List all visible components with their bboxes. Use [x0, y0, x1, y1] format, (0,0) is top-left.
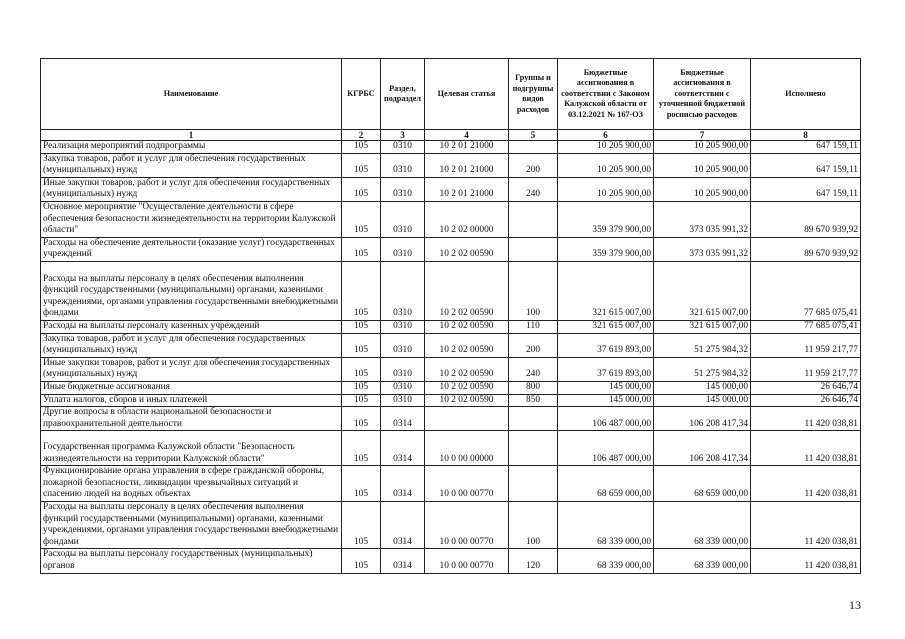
table-cell-target: 10 2 02 00590	[425, 357, 509, 381]
table-cell-section: 0310	[381, 261, 425, 320]
table-cell-kgrbs: 105	[342, 394, 381, 407]
table-cell-group: 240	[509, 357, 558, 381]
table-cell-kgrbs: 105	[342, 381, 381, 394]
table-cell-name: Иные бюджетные ассигнования	[41, 381, 342, 394]
table-cell-name: Реализация мероприятий подпрограммы	[41, 141, 342, 154]
table-cell-section: 0314	[381, 431, 425, 466]
header-section: Раздел, подраздел	[381, 59, 425, 130]
header-groups: Группы и подгруппы видов расходов	[509, 59, 558, 130]
table-cell-group: 200	[509, 333, 558, 357]
table-cell-executed: 11 420 038,81	[751, 502, 861, 549]
table-cell-section: 0314	[381, 549, 425, 573]
table-cell-section: 0310	[381, 357, 425, 381]
table-cell-target: 10 2 02 00590	[425, 237, 509, 261]
table-row	[41, 381, 861, 394]
table-cell-executed: 26 646,74	[751, 381, 861, 394]
table-cell-executed: 11 420 038,81	[751, 431, 861, 466]
table-cell-name: Иные закупки товаров, работ и услуг для обеспечения государственных (муниципальных) нужд	[41, 357, 342, 381]
table-cell-kgrbs: 105	[342, 261, 381, 320]
table-cell-budget-updated: 145 000,00	[654, 394, 751, 407]
table-cell-budget-updated: 68 339 000,00	[654, 549, 751, 573]
table-row	[41, 153, 861, 177]
table-row	[41, 502, 861, 549]
table-cell-executed: 11 959 217,77	[751, 333, 861, 357]
table-cell-section: 0310	[381, 177, 425, 201]
table-cell-target: 10 2 02 00590	[425, 261, 509, 320]
table-cell-name: Расходы на выплаты персоналу государственных (муниципальных) органов	[41, 549, 342, 573]
table-cell-budget-law: 37 619 893,00	[558, 333, 654, 357]
table-cell-target: 10 0 00 00770	[425, 502, 509, 549]
table-cell-name: Закупка товаров, работ и услуг для обеспечения государственных (муниципальных) нужд	[41, 153, 342, 177]
table-cell-executed: 647 159,11	[751, 177, 861, 201]
table-cell-executed: 26 646,74	[751, 394, 861, 407]
table-cell-budget-law: 106 487 000,00	[558, 407, 654, 431]
table-cell-name: Расходы на обеспечение деятельности (оказание услуг) государственных учреждений	[41, 237, 342, 261]
table-row	[41, 261, 861, 320]
table-cell-name: Расходы на выплаты персоналу казенных учреждений	[41, 320, 342, 333]
table-cell-executed: 647 159,11	[751, 141, 861, 154]
table-cell-budget-updated: 373 035 991,32	[654, 237, 751, 261]
table-body	[41, 141, 861, 574]
table-cell-group: 110	[509, 320, 558, 333]
table-cell-group	[509, 141, 558, 154]
table-cell-budget-law: 145 000,00	[558, 381, 654, 394]
table-cell-section: 0314	[381, 466, 425, 502]
column-number: 5	[509, 130, 558, 141]
table-cell-kgrbs: 105	[342, 237, 381, 261]
table-cell-target: 10 2 02 00590	[425, 333, 509, 357]
column-number-row	[41, 130, 861, 141]
table-cell-group: 240	[509, 177, 558, 201]
header-budget-law: Бюджетные ассигнования в соответствии с Законом Калужской области от 03.12.2021 № 167-ОЗ	[558, 59, 654, 130]
table-cell-target: 10 2 02 00590	[425, 394, 509, 407]
table-cell-target: 10 2 02 00000	[425, 201, 509, 237]
table-cell-kgrbs: 105	[342, 549, 381, 573]
table-cell-name: Закупка товаров, работ и услуг для обеспечения государственных (муниципальных) нужд	[41, 333, 342, 357]
table-cell-group: 100	[509, 502, 558, 549]
table-cell-kgrbs: 105	[342, 407, 381, 431]
table-row	[41, 431, 861, 466]
table-cell-kgrbs: 105	[342, 320, 381, 333]
header-name: Наименование	[41, 59, 342, 130]
budget-execution-table	[40, 58, 861, 574]
table-cell-group: 800	[509, 381, 558, 394]
table-cell-target: 10 2 01 21000	[425, 177, 509, 201]
table-cell-executed: 89 670 939,92	[751, 201, 861, 237]
table-cell-group	[509, 237, 558, 261]
table-cell-group: 100	[509, 261, 558, 320]
table-cell-budget-updated: 10 205 900,00	[654, 177, 751, 201]
table-cell-section: 0314	[381, 502, 425, 549]
column-number: 2	[342, 130, 381, 141]
table-cell-name: Государственная программа Калужской области "Безопасность жизнедеятельности на территории Калужской области"	[41, 431, 342, 466]
table-row	[41, 177, 861, 201]
table-cell-group: 120	[509, 549, 558, 573]
table-cell-group	[509, 431, 558, 466]
table-cell-name: Расходы на выплаты персоналу в целях обеспечения выполнения функций государственными (муниципальными) органами, казенными учреждениями, органами управления государственными внебюджетными фондами	[41, 261, 342, 320]
table-cell-budget-updated: 68 659 000,00	[654, 466, 751, 502]
table-row	[41, 407, 861, 431]
table-cell-kgrbs: 105	[342, 357, 381, 381]
table-cell-group	[509, 201, 558, 237]
column-number: 8	[751, 130, 861, 141]
table-cell-budget-updated: 10 205 900,00	[654, 141, 751, 154]
table-cell-budget-updated: 106 208 417,34	[654, 431, 751, 466]
table-cell-budget-law: 106 487 000,00	[558, 431, 654, 466]
table-cell-name: Другие вопросы в области национальной безопасности и правоохранительной деятельности	[41, 407, 342, 431]
table-row	[41, 237, 861, 261]
table-cell-kgrbs: 105	[342, 141, 381, 154]
table-cell-budget-updated: 373 035 991,32	[654, 201, 751, 237]
table-cell-target: 10 2 01 21000	[425, 141, 509, 154]
table-cell-section: 0310	[381, 333, 425, 357]
table-cell-name: Расходы на выплаты персоналу в целях обеспечения выполнения функций государственными (муниципальными) органами, казенными учреждениями, органами управления государственными внебюджетными фондами	[41, 502, 342, 549]
table-cell-budget-law: 68 659 000,00	[558, 466, 654, 502]
table-cell-group	[509, 466, 558, 502]
budget-table-sheet	[40, 58, 860, 574]
table-cell-executed: 647 159,11	[751, 153, 861, 177]
table-cell-section: 0310	[381, 201, 425, 237]
table-cell-budget-updated: 68 339 000,00	[654, 502, 751, 549]
table-cell-name: Уплата налогов, сборов и иных платежей	[41, 394, 342, 407]
table-cell-section: 0314	[381, 407, 425, 431]
table-cell-budget-updated: 106 208 417,34	[654, 407, 751, 431]
table-cell-executed: 11 420 038,81	[751, 466, 861, 502]
column-number: 3	[381, 130, 425, 141]
table-cell-name: Основное мероприятие "Осуществление деятельности в сфере обеспечения безопасности жизнедеятельности на территории Калужской области"	[41, 201, 342, 237]
table-row	[41, 333, 861, 357]
table-cell-target	[425, 407, 509, 431]
table-row	[41, 201, 861, 237]
table-cell-section: 0310	[381, 141, 425, 154]
table-cell-budget-law: 145 000,00	[558, 394, 654, 407]
table-cell-kgrbs: 105	[342, 466, 381, 502]
table-cell-target: 10 0 00 00000	[425, 431, 509, 466]
table-cell-budget-updated: 321 615 007,00	[654, 261, 751, 320]
table-cell-budget-law: 68 339 000,00	[558, 502, 654, 549]
table-cell-executed: 11 420 038,81	[751, 407, 861, 431]
table-cell-kgrbs: 105	[342, 502, 381, 549]
table-cell-budget-law: 37 619 893,00	[558, 357, 654, 381]
header-target: Целевая статья	[425, 59, 509, 130]
table-cell-budget-law: 321 615 007,00	[558, 261, 654, 320]
table-cell-name: Иные закупки товаров, работ и услуг для обеспечения государственных (муниципальных) нужд	[41, 177, 342, 201]
table-row	[41, 466, 861, 502]
table-cell-group: 850	[509, 394, 558, 407]
table-row	[41, 549, 861, 573]
page-number: 13	[849, 598, 861, 612]
table-cell-budget-law: 68 339 000,00	[558, 549, 654, 573]
table-cell-target: 10 2 01 21000	[425, 153, 509, 177]
table-cell-executed: 11 959 217,77	[751, 357, 861, 381]
table-header-row	[41, 59, 861, 130]
table-cell-executed: 11 420 038,81	[751, 549, 861, 573]
table-cell-section: 0310	[381, 153, 425, 177]
table-cell-section: 0310	[381, 237, 425, 261]
table-cell-kgrbs: 105	[342, 177, 381, 201]
table-row	[41, 141, 861, 154]
column-number: 6	[558, 130, 654, 141]
table-cell-budget-law: 359 379 900,00	[558, 237, 654, 261]
table-cell-group: 200	[509, 153, 558, 177]
table-cell-group	[509, 407, 558, 431]
table-cell-kgrbs: 105	[342, 333, 381, 357]
table-row	[41, 357, 861, 381]
column-number: 4	[425, 130, 509, 141]
table-cell-kgrbs: 105	[342, 153, 381, 177]
header-budget-updated: Бюджетные ассигнования в соответствии с уточненной бюджетной росписью расходов	[654, 59, 751, 130]
table-cell-section: 0310	[381, 320, 425, 333]
table-row	[41, 320, 861, 333]
table-cell-kgrbs: 105	[342, 431, 381, 466]
table-cell-budget-updated: 145 000,00	[654, 381, 751, 394]
header-executed: Исполнено	[751, 59, 861, 130]
table-cell-budget-updated: 321 615 007,00	[654, 320, 751, 333]
table-cell-target: 10 2 02 00590	[425, 320, 509, 333]
table-cell-budget-updated: 51 275 984,32	[654, 357, 751, 381]
table-cell-budget-law: 10 205 900,00	[558, 177, 654, 201]
table-cell-target: 10 2 02 00590	[425, 381, 509, 394]
table-cell-section: 0310	[381, 381, 425, 394]
table-cell-target: 10 0 00 00770	[425, 466, 509, 502]
table-cell-section: 0310	[381, 394, 425, 407]
table-cell-budget-law: 10 205 900,00	[558, 153, 654, 177]
table-cell-budget-updated: 10 205 900,00	[654, 153, 751, 177]
table-cell-target: 10 0 00 00770	[425, 549, 509, 573]
column-number: 7	[654, 130, 751, 141]
table-row	[41, 394, 861, 407]
table-cell-budget-updated: 51 275 984,32	[654, 333, 751, 357]
column-number: 1	[41, 130, 342, 141]
table-cell-budget-law: 321 615 007,00	[558, 320, 654, 333]
table-cell-budget-law: 359 379 900,00	[558, 201, 654, 237]
table-cell-executed: 77 685 075,41	[751, 261, 861, 320]
table-cell-name: Функционирование органа управления в сфере гражданской обороны, пожарной безопасности, ликвидации чрезвычайных ситуаций и спасению людей на водных объектах	[41, 466, 342, 502]
table-cell-executed: 77 685 075,41	[751, 320, 861, 333]
table-cell-budget-law: 10 205 900,00	[558, 141, 654, 154]
table-cell-kgrbs: 105	[342, 201, 381, 237]
header-kgrbs: КГРБС	[342, 59, 381, 130]
table-cell-executed: 89 670 939,92	[751, 237, 861, 261]
